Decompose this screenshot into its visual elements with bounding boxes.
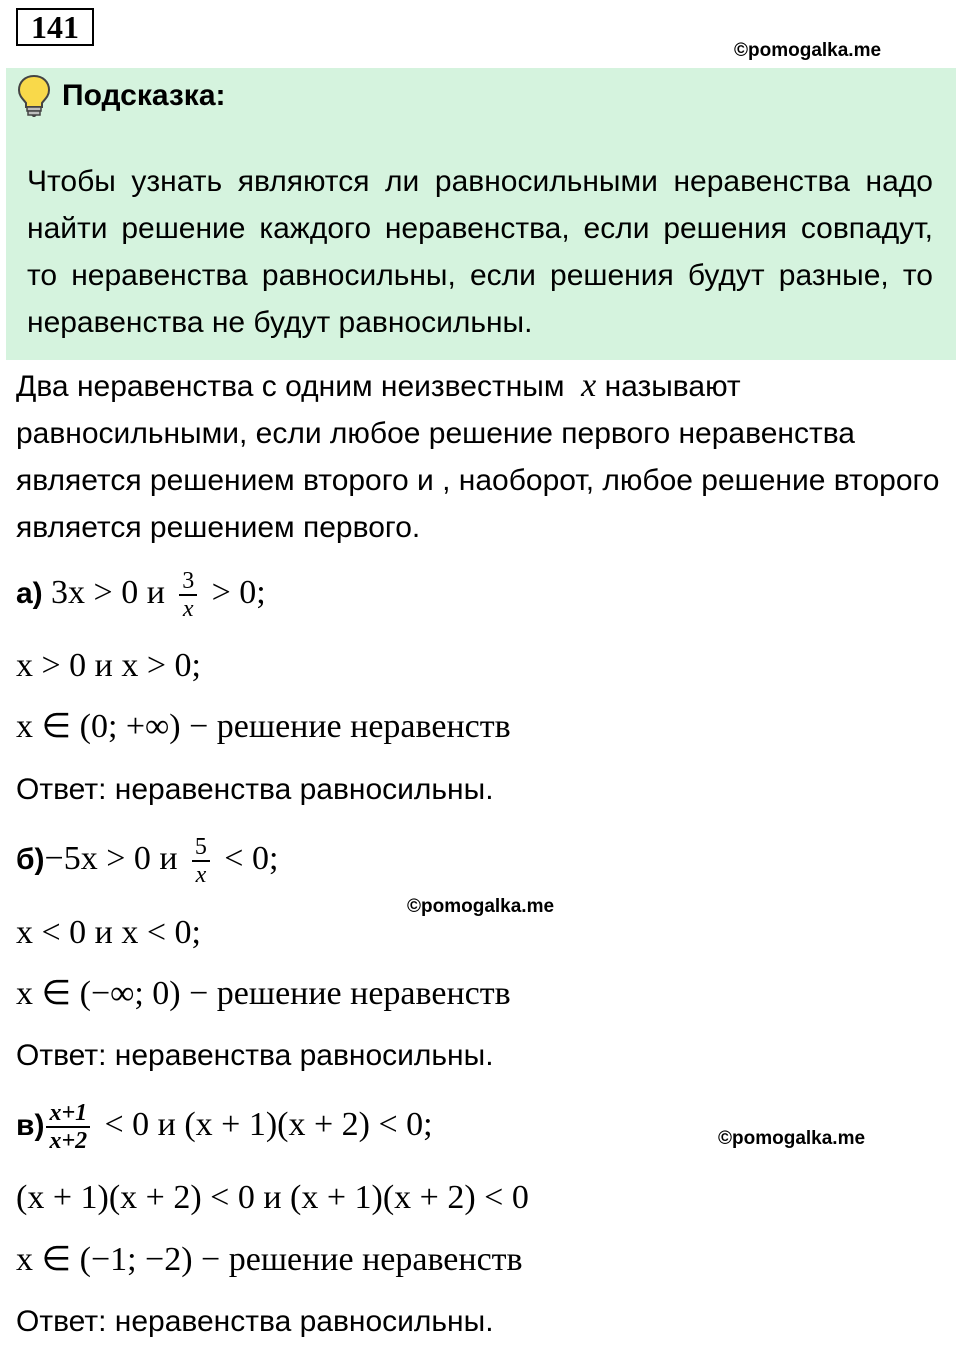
part-b-problem [16, 834, 278, 888]
part-b-ineq2: < 0; [224, 839, 279, 877]
definition-paragraph [16, 362, 950, 551]
part-c-frac-num: x+1 [46, 1100, 90, 1128]
definition-part1: Два неравенства с одним неизвестным [16, 370, 565, 403]
part-b-frac-den: x [195, 862, 207, 888]
task-number: 141 [16, 8, 94, 46]
part-a-answer: Ответ: неравенства равносильны. [16, 773, 494, 806]
watermark-top: ©pomogalka.me [734, 40, 882, 61]
part-a-step2: x ∈ (0; +∞) − решение неравенств [16, 708, 511, 745]
part-a-fraction [179, 568, 197, 622]
watermark-middle: ©pomogalka.me [407, 896, 555, 917]
part-a-ineq1: 3x > 0 и [51, 573, 165, 611]
definition-part2: называют равносильными, если любое решение первого неравенства является решением второго и , наоборот, любое решение второго является решением первого. [16, 370, 940, 544]
part-b-label: б) [16, 842, 45, 876]
hint-text: Чтобы узнать являются ли равносильными неравенства надо найти решение каждого неравенства, если решения совпадут, то неравенства равносильны, если решения будут разные, то неравенства не будут равносильны. [27, 165, 933, 339]
part-b-frac-num: 5 [192, 834, 210, 862]
part-b-fraction [192, 834, 210, 888]
part-c-answer: Ответ: неравенства равносильны. [16, 1305, 494, 1338]
part-c-problem [16, 1100, 433, 1154]
part-a-frac-num: 3 [179, 568, 197, 596]
part-a-label: а) [16, 576, 43, 610]
part-c-step2: x ∈ (−1; −2) − решение неравенств [16, 1241, 523, 1278]
part-a-frac-den: x [182, 596, 194, 622]
part-b-step1: x < 0 и x < 0; [16, 914, 201, 951]
part-c-step1: (x + 1)(x + 2) < 0 и (x + 1)(x + 2) < 0 [16, 1179, 529, 1216]
part-a-step1: x > 0 и x > 0; [16, 647, 201, 684]
part-c-label: в) [16, 1108, 45, 1142]
part-c-fraction [46, 1100, 90, 1154]
part-b-answer: Ответ: неравенства равносильны. [16, 1039, 494, 1072]
part-b-step2: x ∈ (−∞; 0) − решение неравенств [16, 975, 511, 1012]
part-a-problem [16, 568, 266, 622]
lightbulb-icon [16, 74, 52, 118]
hint-title: Подсказка: [62, 79, 226, 112]
part-a-ineq2: > 0; [211, 573, 266, 611]
part-b-ineq1: −5x > 0 и [44, 839, 178, 877]
watermark-bottom: ©pomogalka.me [718, 1128, 866, 1149]
definition-variable: x [581, 367, 597, 404]
part-c-ineq1: < 0 и (x + 1)(x + 2) < 0; [104, 1105, 433, 1143]
part-c-frac-den: x+2 [49, 1128, 88, 1154]
